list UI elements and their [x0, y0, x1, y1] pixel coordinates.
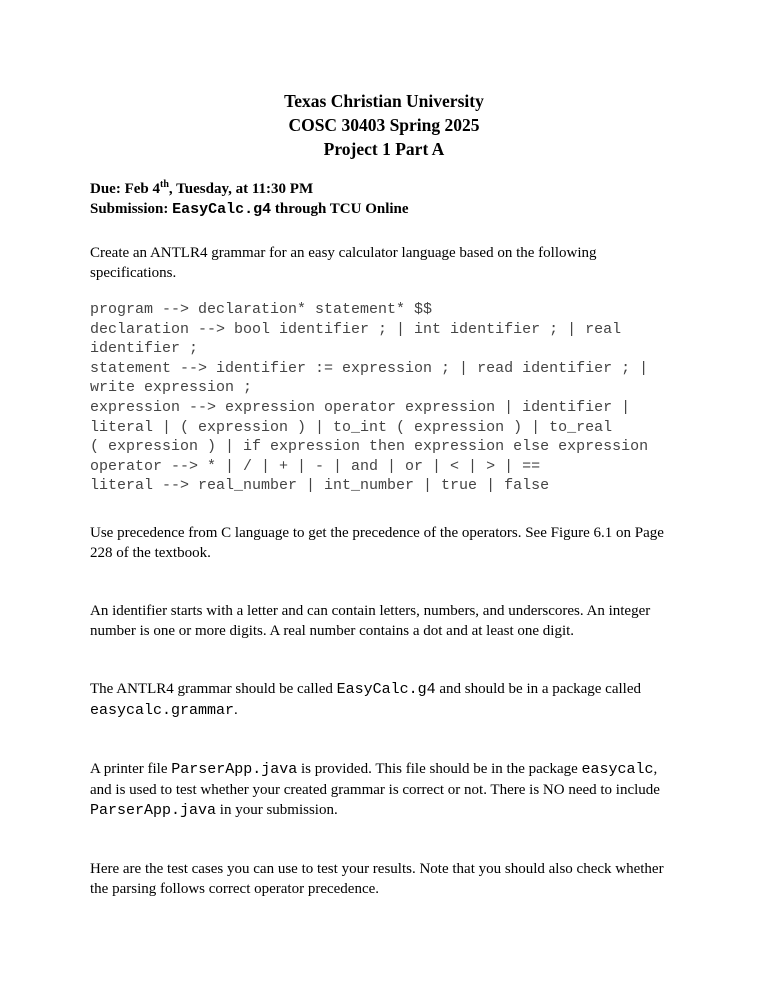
- grammar-line: operator --> * | / | + | - | and | or | < | > | ==: [90, 457, 541, 475]
- submission-label: Submission:: [90, 201, 173, 217]
- precedence-paragraph: Use precedence from C language to get the precedence of the operators. See Figure 6.1 on Page 228 of the textbook.: [90, 524, 664, 561]
- package-name: easycalc.grammar: [90, 701, 235, 719]
- project-title: Project 1 Part A: [323, 139, 445, 159]
- printer-filename: ParserApp.java: [90, 801, 217, 819]
- grammar-line: program --> declaration* statement* $$: [90, 301, 433, 318]
- due-label: Due: Feb 4: [90, 181, 160, 197]
- submission-file: EasyCalc.g4: [172, 201, 272, 218]
- grammar-filename: EasyCalc.g4: [336, 680, 436, 698]
- document-body: [90, 179, 682, 899]
- grammar-line: literal | ( expression ) | to_int ( expression ) | to_real: [90, 418, 613, 436]
- text: , and is used to test whether your created grammar is correct or not. There is NO need to include: [90, 760, 660, 798]
- submission: [90, 199, 682, 220]
- grammar-line: identifier ;: [90, 340, 199, 358]
- due-date: [90, 179, 682, 199]
- course-title: COSC 30403 Spring 2025: [288, 115, 480, 135]
- text: .: [234, 701, 238, 718]
- submission-rest: through TCU Online: [271, 201, 409, 217]
- grammar-line: statement --> identifier := expression ; | read identifier ; |: [90, 359, 649, 377]
- grammar-line: literal --> real_number | int_number | true | false: [90, 477, 550, 495]
- text: A printer file: [90, 760, 172, 777]
- grammar-line: write expression ;: [90, 379, 253, 397]
- due-rest: , Tuesday, at 11:30 PM: [168, 181, 314, 197]
- text: is provided. This file should be in the package: [297, 760, 582, 777]
- university-title: Texas Christian University: [284, 91, 484, 111]
- due-sup: th: [160, 179, 169, 190]
- identifier-paragraph: An identifier starts with a letter and can contain letters, numbers, and underscores. An integer number is one or more digits. A real number contains a dot and at least one digit.: [90, 602, 651, 639]
- tests-paragraph: Here are the test cases you can use to test your results. Note that you should also check whether the parsing follows correct operator precedence.: [90, 860, 664, 897]
- grammar-line: ( expression ) | if expression then expression else expression: [90, 438, 649, 456]
- intro-paragraph: Create an ANTLR4 grammar for an easy calculator language based on the following specifications.: [90, 245, 597, 281]
- text: The ANTLR4 grammar should be called: [90, 680, 337, 697]
- text: in your submission.: [216, 801, 338, 818]
- grammar-block: [90, 300, 682, 496]
- package-name: easycalc: [581, 760, 654, 778]
- text: and should be in a package called: [435, 680, 641, 697]
- printer-filename: ParserApp.java: [171, 760, 298, 778]
- printer-paragraph: [90, 759, 682, 821]
- title-block: [0, 0, 768, 161]
- naming-paragraph: [90, 679, 682, 721]
- grammar-line: declaration --> bool identifier ; | int identifier ; | real: [90, 320, 622, 338]
- grammar-line: expression --> expression operator expression | identifier |: [90, 398, 631, 416]
